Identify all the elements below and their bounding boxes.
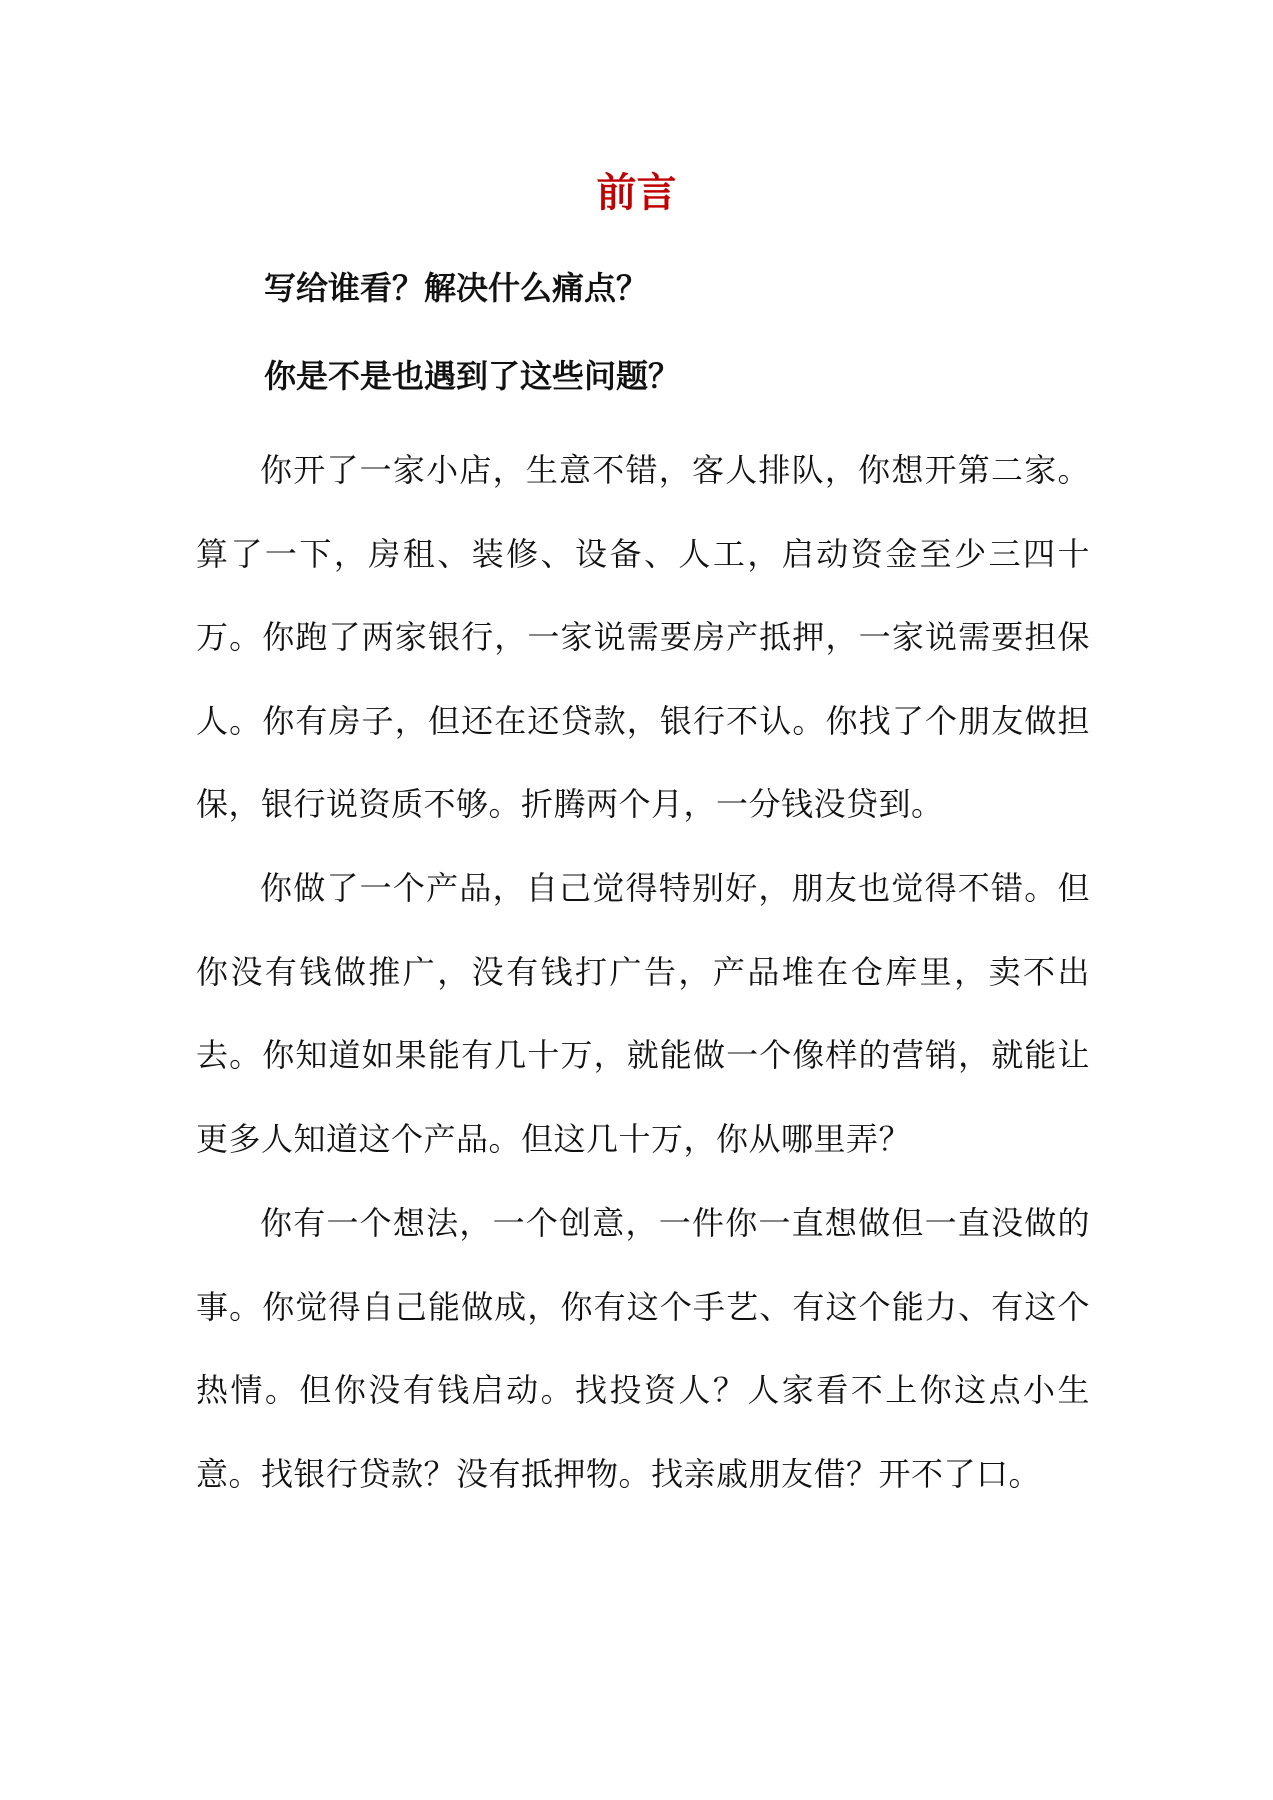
page-title: 前言	[596, 169, 677, 216]
paragraph-idea-funding: 你有一个想法，一个创意，一件你一直想做但一直没做的事。你觉得自己能做成，你有这个手艺、有这个能力、有这个热情。但你没有钱启动。找投资人？人家看不上你这点小生意。找银行贷款？没有抵押物。找亲戚朋友借？开不了口。	[196, 1204, 1090, 1493]
section-heading-audience: 写给谁看？解决什么痛点？	[264, 269, 649, 307]
paragraph-product-marketing: 你做了一个产品，自己觉得特别好，朋友也觉得不错。但你没有钱做推广，没有钱打广告，产品堆在仓库里，卖不出去。你知道如果能有几十万，就能做一个像样的营销，就能让更多人知道这个产品。但这几十万，你从哪里弄？	[196, 869, 1090, 1158]
section-heading-problems: 你是不是也遇到了这些问题？	[264, 357, 681, 395]
paragraph-shop-loan: 你开了一家小店，生意不错，客人排队，你想开第二家。算了一下，房租、装修、设备、人工，启动资金至少三四十万。你跑了两家银行，一家说需要房产抵押，一家说需要担保人。你有房子，但还在还贷款，银行不认。你找了个朋友做担保，银行说资质不够。折腾两个月，一分钱没贷到。	[196, 451, 1090, 823]
